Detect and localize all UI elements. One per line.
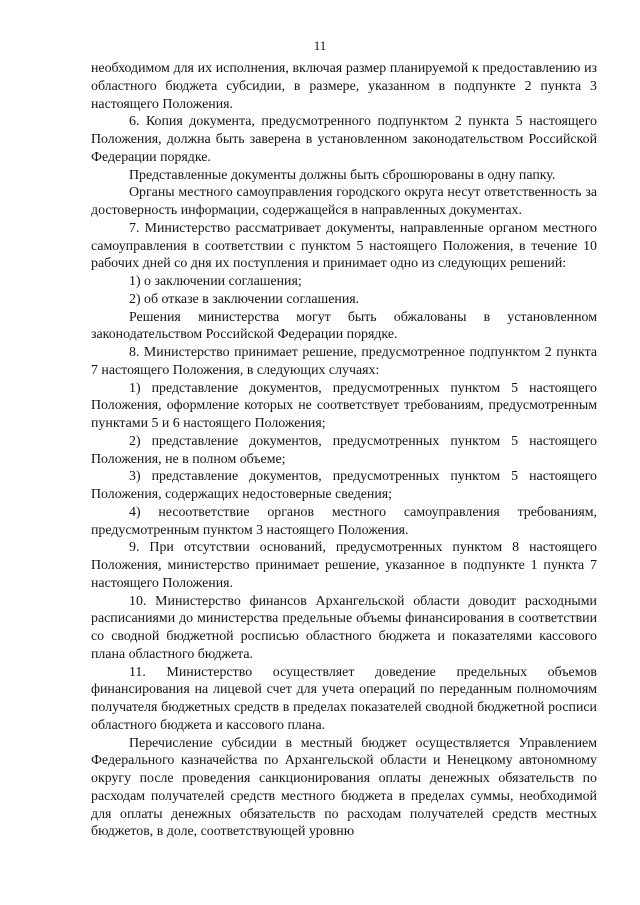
- list-item: 3) представление документов, предусмотренных пунктом 5 настоящего Положения, содержащих недостоверные сведения;: [91, 469, 597, 502]
- paragraph-item-7: 7. Министерство рассматривает документы, направленные органом местного самоуправления в соответствии с пунктом 5 настоящего Положения, в течение 10 рабочих дней со дня их поступления и принимает одно из следующих решений:: [91, 220, 597, 272]
- list-item: 2) об отказе в заключении соглашения.: [129, 291, 360, 307]
- body-text: [91, 60, 597, 841]
- list-item: 2) представление документов, предусмотренных пунктом 5 настоящего Положения, не в полном объеме;: [91, 433, 597, 467]
- page-number: 11: [313, 38, 327, 53]
- list-item: 1) представление документов, предусмотренных пунктом 5 настоящего Положения, оформление которых не соответствует требованиям, предусмотренным пунктами 5 и 6 настоящего Положения;: [91, 380, 597, 431]
- paragraph: Решения министерства могут быть обжалованы в установленном законодательством Российской Федерации порядке.: [91, 309, 597, 343]
- paragraph-continued: необходимом для их исполнения, включая размер планируемой к предоставлению из областного бюджета субсидии, в размере, указанном в подпункте 2 пункта 3 настоящего Положения.: [91, 61, 597, 112]
- paragraph-item-11: 11. Министерство осуществляет доведение предельных объемов финансирования на лицевой счет для учета операций по переданным полномочиям получателя бюджетных средств в пределах показателей сводной бюджетной росписи областного бюджета и кассового плана.: [91, 664, 597, 733]
- paragraph-item-8: 8. Министерство принимает решение, предусмотренное подпунктом 2 пункта 7 настоящего Положения, в следующих случаях:: [91, 345, 597, 378]
- paragraph: Перечисление субсидии в местный бюджет осуществляется Управлением Федерального казначейства по Архангельской области и Ненецкому автономному округу после проведения санкционирования оплаты денежных обязательств по расходам получателей средств местного бюджета в пределах суммы, необходимой для оплаты денежных обязательств по расходам получателей средств местных бюджетов, в доле, соответствующей уровню: [91, 735, 597, 840]
- paragraph-item-6: 6. Копия документа, предусмотренного подпунктом 2 пункта 5 настоящего Положения, должна быть заверена в установленном законодательством Российской Федерации порядке.: [91, 114, 597, 165]
- paragraph-item-10: 10. Министерство финансов Архангельской области доводит расходными расписаниями до министерства предельные объемы финансирования в соответствии со сводной бюджетной росписью областного бюджета и показателями кассового плана областного бюджета.: [91, 593, 597, 662]
- list-item: 1) о заключении соглашения;: [129, 274, 302, 289]
- list-item: 4) несоответствие органов местного самоуправления требованиям, предусмотренным пунктом 3 настоящего Положения.: [91, 504, 597, 538]
- paragraph-item-9: 9. При отсутствии оснований, предусмотренных пунктом 8 настоящего Положения, министерство принимает решение, указанное в подпункте 1 пункта 7 настоящего Положения.: [91, 540, 597, 591]
- paragraph: Органы местного самоуправления городского округа несут ответственность за достоверность информации, содержащейся в направленных документах.: [91, 185, 597, 218]
- paragraph: Представленные документы должны быть сброшюрованы в одну папку.: [129, 167, 556, 183]
